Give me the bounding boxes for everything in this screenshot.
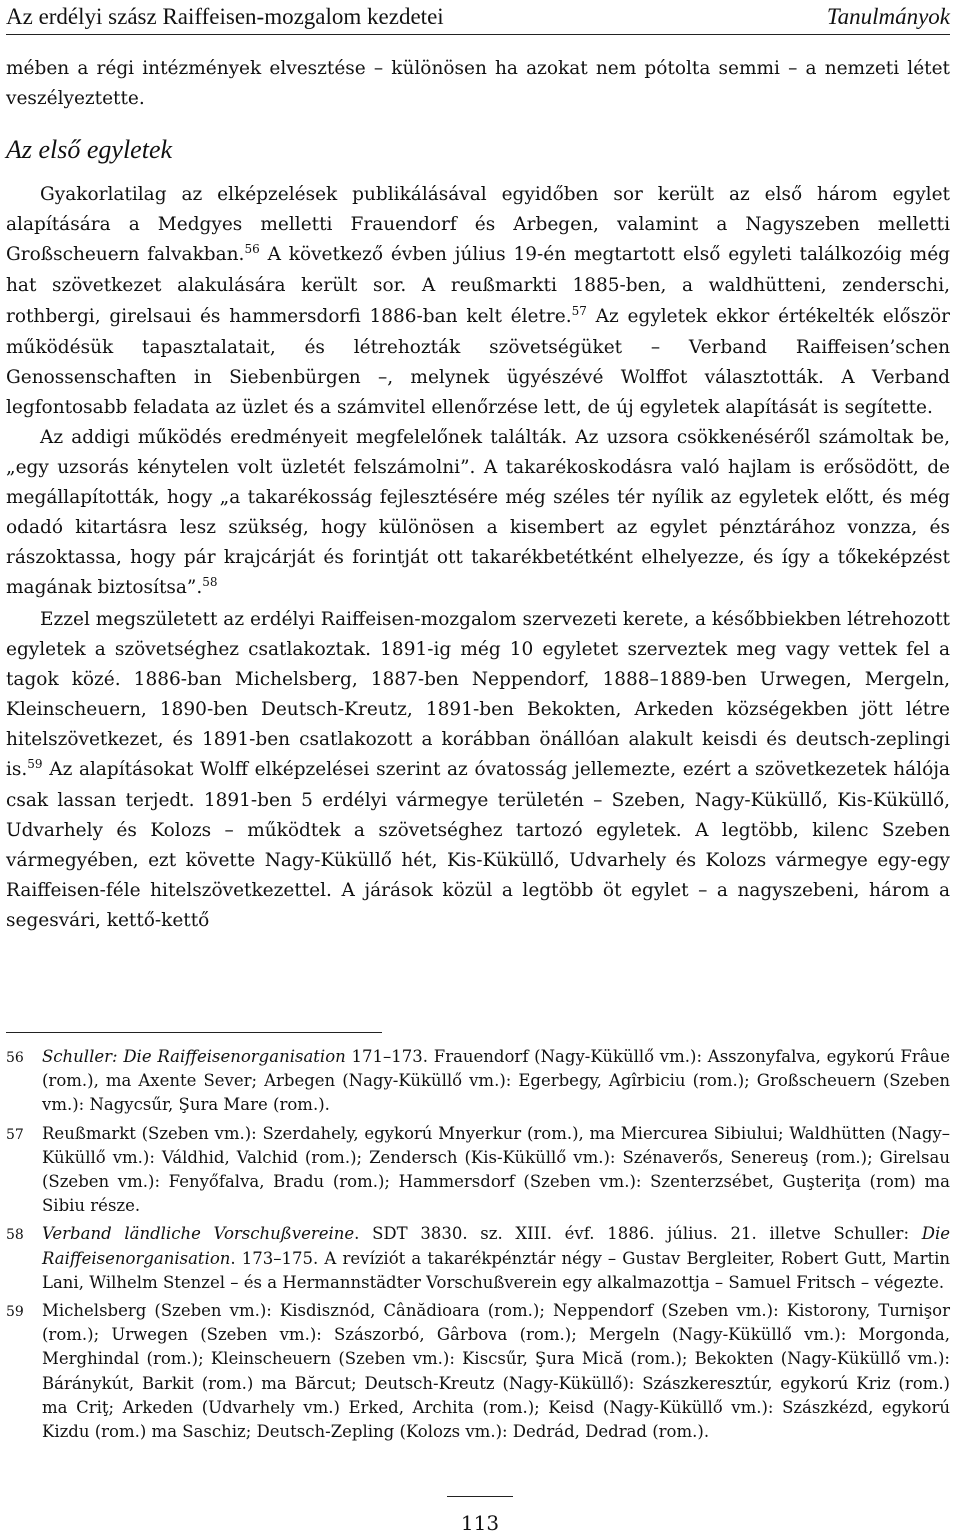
footnote-text: Michelsberg (Szeben vm.): Kisdisznód, Cânădioara (rom.); Neppendorf (Szeben vm.): Kistorony, Turnişor (rom.); Urwegen (Szeben vm.): Szászorbó, Gârbova (rom.); Mergeln (Nagy-Küküllő vm.): Morgonda, Merghindal (rom.); Kleinscheuern (Szeben vm.): Kiscsűr, Şura Mică (rom.); Bekokten (Nagy-Küküllő vm.): Báránykút, Barkit (rom.) ma Bărcut; Deutsch-Kreutz (Nagy-Küküllő): Szászkeresztúr, egykorú Kriz (rom.) ma Criţ; Arkeden (Udvarhely vm.) Erked, Archita (rom.); Keisd (Nagy-Küküllő vm.): Szászkézd, egykorú Kizdu (rom.) ma Saschiz; Deutsch-Zepling (Kolozs vm.): Dedrád, Dedrad (rom.). [42, 1301, 950, 1442]
footnote-separator [6, 1032, 382, 1033]
footnote-ref-58[interactable]: 58 [202, 575, 218, 590]
footnote-number: 59 [6, 1304, 24, 1321]
paragraph: Gyakorlatilag az elképzelések publikálásával egyidőben sor került az első három egylet alapítására a Medgyes melletti Frauendorf és Arbegen, valamint a Nagyszeben melletti Großscheuern falvakban.$^{56}$ A következő évben július 19-én megtartott első egyleti találkozóig még hat szövetkezet alakulására került sor. A reußmarkti 1885-ben, a waldhütteni, zenderschi, rothbergi, girelsaui és hammersdorfi 1886-ban kelt életre.$^{57}$ Az egyletek ekkor értékelték először működésük tapasztalatait, és létrehozták szövetségüket – Verband Raiffeisen’schen Genossenschaften in Siebenbürgen –, melynek ügyészévé Wolffot választották. A Verband legfontosabb feladata az üzlet és a számvitel ellenőrzése lett, de új egyletek alapítását is segítette. [6, 184, 950, 418]
paragraph: Az addigi működés eredményeit megfelelőnek találták. Az uzsora csökkenéséről számoltak be, „egy uzsorás kénytelen volt üzletét felszámolni”. A takarékoskodásra való hajlam is erősödött, de megállapították, hogy „a takarékosság fejlesztésére még széles tér nyílik az egyletek előtt, és még odadó kitartásra lesz szükség, hogy különösen a kisembert az egylet pénztárához vonzza, és rászoktassa, hogy pár krajcárját és forintját ott takarékbetétként elhelyezze, és így a tőkeképzést magának biztosítsa”.$^{58}$ [6, 426, 950, 599]
footnote-text: Schuller: Die Raiffeisenorganisation 171–173. Frauendorf (Nagy-Küküllő vm.): Asszonyfalva, egykorú Frâue (rom.), ma Axente Sever; Arbegen (Nagy-Küküllő vm.): Egerbegy, Agîrbiciu (rom.); Großscheuern (Szeben vm.): Nagycsűr, Şura Mare (rom.). [42, 1047, 950, 1115]
footnote-ref-57[interactable]: 57 [571, 303, 587, 318]
footnote-number: 58 [6, 1227, 24, 1244]
footnote-58 [6, 1222, 950, 1295]
footnote-ref-56[interactable]: 56 [244, 242, 260, 257]
footnotes [6, 1045, 950, 1448]
section-label: Tanulmányok [826, 4, 950, 29]
footnote-number: 56 [6, 1050, 24, 1066]
footnote-56 [6, 1045, 950, 1118]
footnote-text: Reußmarkt (Szeben vm.): Szerdahely, egykorú Mnyerkur (rom.), ma Miercurea Sibiului; Waldhütten (Nagy– Küküllő vm.): Váldhid, Valchid (rom.); Zendersch (Kis-Küküllő vm.): Szénaverős, Senereuş (rom.); Girelsau (Szeben vm.): Fenyőfalva, Bradu (rom.); Hammersdorf (Szeben vm.): Szenterzsébet, Guşteriţa (rom) ma Sibiu része. [42, 1123, 950, 1216]
footnote-ref-59[interactable]: 59 [27, 756, 43, 771]
article-body [6, 54, 950, 937]
section-heading: Az első egyletek [6, 135, 173, 165]
footnote-text: Verband ländliche Vorschußvereine. SDT 3830. sz. XIII. évf. 1886. július. 21. illetve Schuller: Die Raiffeisenorganisation. 173–175. A revíziót a takarékpénztár négy – Gustav Bergleiter, Robert Gutt, Martin Lani, Wilhelm Stenzel – és a Hermannstädter Vorschußverein egy alkalmazottja – Samuel Fritsch – végezte. [42, 1224, 950, 1292]
running-title: Az erdélyi szász Raiffeisen-mozgalom kezdetei [6, 4, 444, 29]
page-number: 113 [447, 1496, 513, 1535]
footnote-number: 57 [6, 1126, 24, 1143]
running-header [6, 0, 950, 35]
page-number-block [0, 1496, 960, 1538]
footnote-59 [6, 1299, 950, 1444]
paragraph: Ezzel megszületett az erdélyi Raiffeisen-mozgalom szervezeti kerete, a későbbiekben létrehozott egyletek a szövetséghez csatlakoztak. 1891-ig még 10 egyletet szerveztek meg vagy vettek fel a tagok közé. 1886-ban Michelsberg, 1887-ben Neppendorf, 1888–1889-ben Urwegen, Mergeln, Kleinscheuern, 1890-ben Deutsch-Kreutz, 1891-ben Bekokten, Arkeden községekben jött létre hitelszövetkezet, és 1891-ben csatlakozott a korábban önállóan alakult keisdi és deutsch-zeplingi is.$^{59}$ Az alapításokat Wolff elképzelései szerint az óvatosság jellemezte, ezért a szövetkezetek hálója csak lassan terjedt. 1891-ben 5 erdélyi vármegye területén – Szeben, Nagy-Küküllő, Kis-Küküllő, Udvarhely és Kolozs – működtek a szövetséghez tartozó egyletek. A legtöbb, kilenc Szeben vármegyében, ezt követte Nagy-Küküllő hét, Kis-Küküllő, Udvarhely és Kolozs vármegye egy-egy Raiffeisen-féle hitelszövetkezettel. A járások közül a legtöbb öt egylet – a nagyszebeni, három a segesvári, kettő-kettő [6, 608, 950, 932]
paragraph-continued: mében a régi intézmények elvesztése – különösen ha azokat nem pótolta semmi – a nemzeti létet veszélyeztette. [6, 58, 950, 110]
footnote-57 [6, 1122, 950, 1219]
